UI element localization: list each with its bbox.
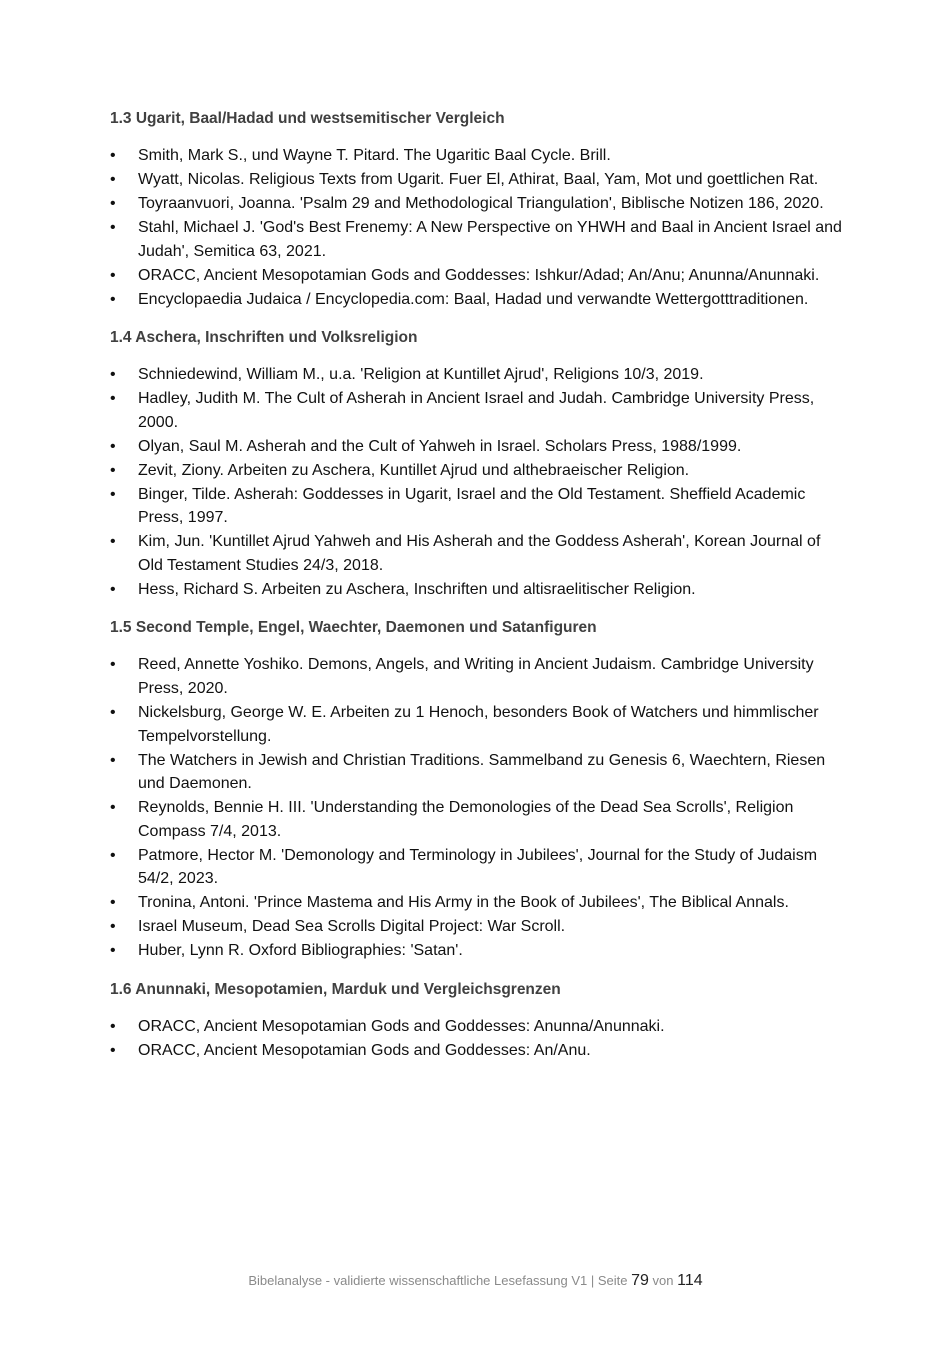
reference-item: • Reynolds, Bennie H. III. 'Understanding the Demonologies of the Dead Sea Scrolls', Religion Compass 7/4, 2013.	[110, 796, 845, 843]
reference-item: • The Watchers in Jewish and Christian Traditions. Sammelband zu Genesis 6, Waechtern, Riesen und Daemonen.	[110, 749, 845, 796]
reference-item: • Olyan, Saul M. Asherah and the Cult of Yahweh in Israel. Scholars Press, 1988/1999.	[110, 435, 845, 459]
reference-item: • ORACC, Ancient Mesopotamian Gods and Goddesses: Ishkur/Adad; An/Anu; Anunna/Anunnaki.	[110, 264, 845, 288]
page-total: 114	[677, 1272, 703, 1289]
reference-item: • Wyatt, Nicolas. Religious Texts from Ugarit. Fuer El, Athirat, Baal, Yam, Mot und goettlichen Rat.	[110, 168, 845, 192]
reference-item: • Hess, Richard S. Arbeiten zu Aschera, Inschriften und altisraelitischer Religion.	[110, 578, 845, 602]
reference-item: • Nickelsburg, George W. E. Arbeiten zu 1 Henoch, besonders Book of Watchers und himmlischer Tempelvorstellung.	[110, 701, 845, 748]
reference-item: • Israel Museum, Dead Sea Scrolls Digital Project: War Scroll.	[110, 915, 845, 939]
bibliography-content	[110, 108, 845, 1078]
reference-item: • Schniedewind, William M., u.a. 'Religion at Kuntillet Ajrud', Religions 10/3, 2019.	[110, 363, 845, 387]
reference-item: • Hadley, Judith M. The Cult of Asherah in Ancient Israel and Judah. Cambridge University Press, 2000.	[110, 387, 845, 434]
reference-item: • Encyclopaedia Judaica / Encyclopedia.com: Baal, Hadad und verwandte Wettergotttraditionen.	[110, 288, 845, 312]
reference-item: • Binger, Tilde. Asherah: Goddesses in Ugarit, Israel and the Old Testament. Sheffield Academic Press, 1997.	[110, 483, 845, 530]
reference-item: • Toyraanvuori, Joanna. 'Psalm 29 and Methodological Triangulation', Biblische Notizen 186, 2020.	[110, 192, 845, 216]
reference-item: • ORACC, Ancient Mesopotamian Gods and Goddesses: Anunna/Anunnaki.	[110, 1015, 845, 1039]
reference-item: • Tronina, Antoni. 'Prince Mastema and His Army in the Book of Jubilees', The Biblical Annals.	[110, 891, 845, 915]
reference-list-1-6	[110, 1015, 845, 1063]
page-footer	[0, 1272, 951, 1290]
reference-item: • Smith, Mark S., und Wayne T. Pitard. The Ugaritic Baal Cycle. Brill.	[110, 144, 845, 168]
footer-text: Bibelanalyse - validierte wissenschaftliche Lesefassung V1 | Seite	[248, 1273, 628, 1288]
reference-list-1-5	[110, 653, 845, 962]
page-number: 79	[631, 1272, 649, 1289]
reference-item: • Reed, Annette Yoshiko. Demons, Angels, and Writing in Ancient Judaism. Cambridge University Press, 2020.	[110, 653, 845, 700]
section-heading-1-3: 1.3 Ugarit, Baal/Hadad und westsemitischer Vergleich	[110, 110, 505, 127]
reference-list-1-3	[110, 144, 845, 311]
section-heading-1-4: 1.4 Aschera, Inschriften und Volksreligion	[110, 329, 418, 347]
reference-list-1-4	[110, 363, 845, 601]
reference-item: • ORACC, Ancient Mesopotamian Gods and Goddesses: An/Anu.	[110, 1039, 845, 1063]
reference-item: • Huber, Lynn R. Oxford Bibliographies: 'Satan'.	[110, 939, 845, 963]
reference-item: • Patmore, Hector M. 'Demonology and Terminology in Jubilees', Journal for the Study of Judaism 54/2, 2023.	[110, 844, 845, 891]
reference-item: • Kim, Jun. 'Kuntillet Ajrud Yahweh and His Asherah and the Goddess Asherah', Korean Journal of Old Testament Studies 24/3, 2018.	[110, 530, 845, 577]
section-heading-1-6: 1.6 Anunnaki, Mesopotamien, Marduk und Vergleichsgrenzen	[110, 980, 561, 998]
reference-item: • Stahl, Michael J. 'God's Best Frenemy: A New Perspective on YHWH and Baal in Ancient Israel and Judah', Semitica 63, 2021.	[110, 216, 845, 263]
section-heading-1-5: 1.5 Second Temple, Engel, Waechter, Daemonen und Satanfiguren	[110, 619, 597, 637]
footer-of: von	[652, 1273, 674, 1288]
reference-item: • Zevit, Ziony. Arbeiten zu Aschera, Kuntillet Ajrud und althebraeischer Religion.	[110, 459, 845, 483]
